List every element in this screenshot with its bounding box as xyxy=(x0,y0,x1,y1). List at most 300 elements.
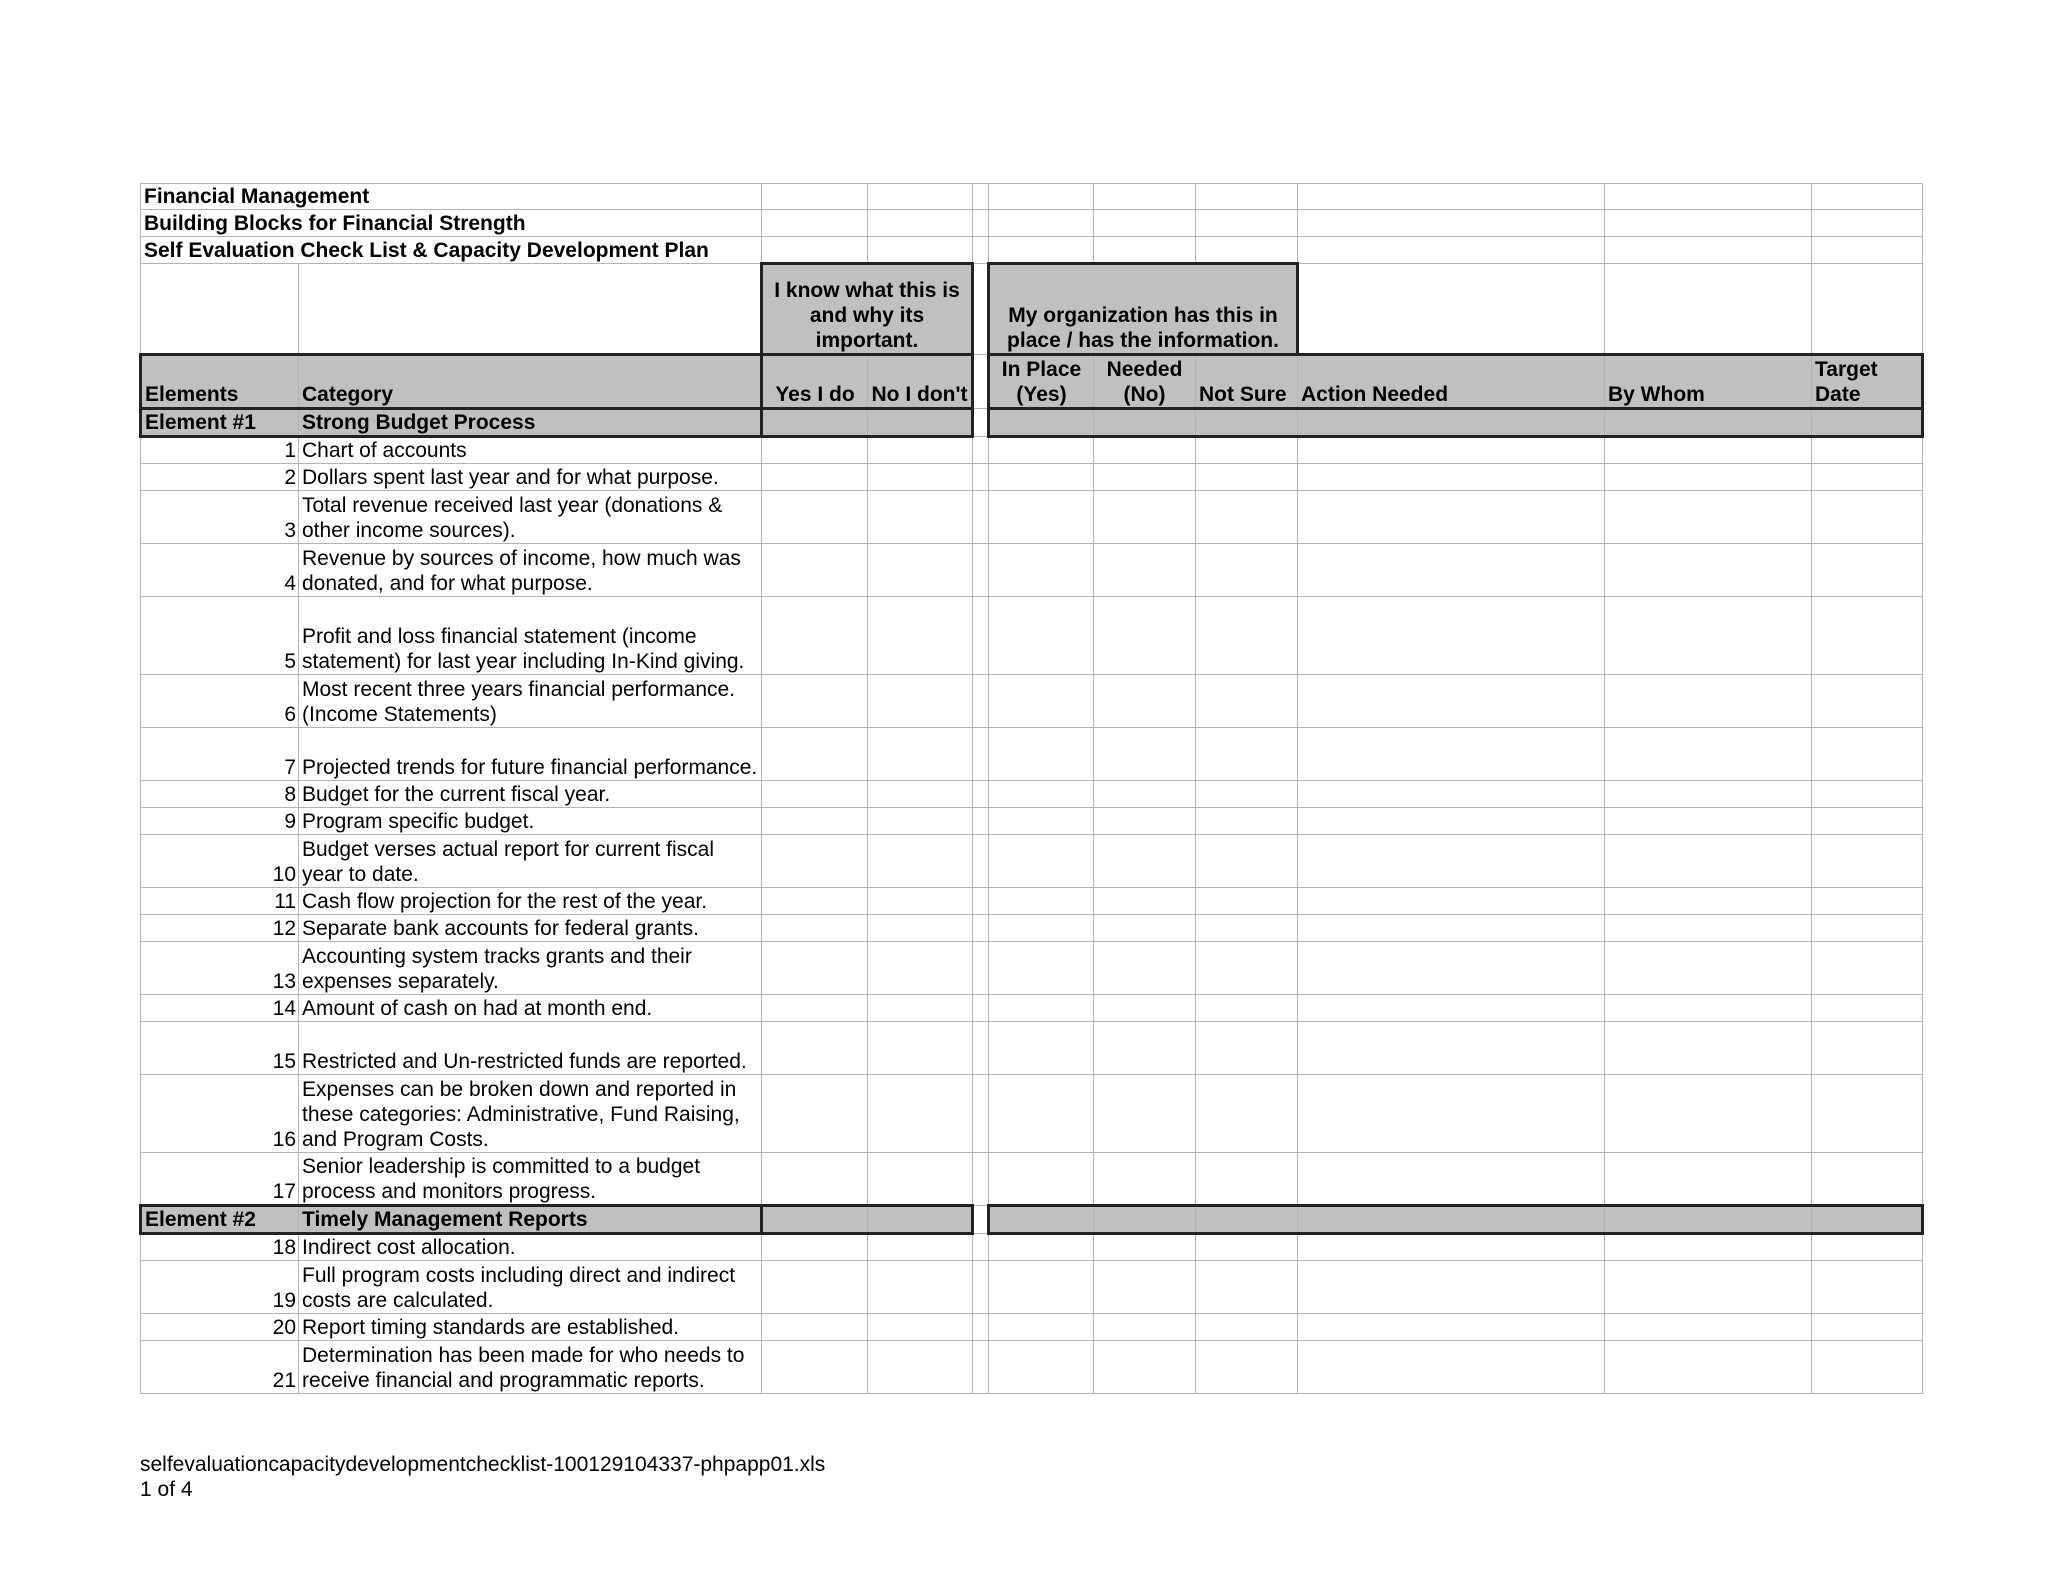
col-header-not-sure: Not Sure xyxy=(1196,355,1298,409)
item-number: 12 xyxy=(141,915,299,942)
no-i-dont-cell[interactable] xyxy=(868,675,973,728)
title-row-2 xyxy=(141,210,1923,237)
column-gap xyxy=(973,835,989,888)
column-gap xyxy=(973,597,989,675)
yes-i-do-cell[interactable] xyxy=(762,781,868,808)
yes-i-do-cell[interactable] xyxy=(762,597,868,675)
by-whom-cell[interactable] xyxy=(1605,808,1812,835)
item-category-text: Report timing standards are established. xyxy=(299,1314,762,1341)
item-category-text: Projected trends for future financial performance. xyxy=(299,728,762,781)
item-number: 10 xyxy=(141,835,299,888)
action-needed-cell[interactable] xyxy=(1298,1261,1605,1314)
no-i-dont-cell[interactable] xyxy=(868,728,973,781)
col-header-in-place: In Place (Yes) xyxy=(989,355,1094,409)
no-i-dont-cell[interactable] xyxy=(868,1314,973,1341)
item-number: 8 xyxy=(141,781,299,808)
needed-cell[interactable] xyxy=(1094,1022,1196,1075)
checklist-row xyxy=(141,915,1923,942)
action-needed-cell[interactable] xyxy=(1298,808,1605,835)
in-place-cell[interactable] xyxy=(989,544,1094,597)
column-gap xyxy=(973,1341,989,1394)
in-place-cell[interactable] xyxy=(989,1341,1094,1394)
action-needed-cell[interactable] xyxy=(1298,1022,1605,1075)
yes-i-do-cell[interactable] xyxy=(762,1234,868,1261)
action-needed-cell[interactable] xyxy=(1298,544,1605,597)
needed-cell[interactable] xyxy=(1094,1075,1196,1153)
in-place-cell[interactable] xyxy=(989,491,1094,544)
item-number: 2 xyxy=(141,464,299,491)
col-header-needed: Needed (No) xyxy=(1094,355,1196,409)
no-i-dont-cell[interactable] xyxy=(868,888,973,915)
element-section-cell xyxy=(868,1206,973,1234)
yes-i-do-cell[interactable] xyxy=(762,491,868,544)
by-whom-cell[interactable] xyxy=(1605,915,1812,942)
col-header-category: Category xyxy=(299,355,762,409)
column-gap xyxy=(973,1261,989,1314)
in-place-cell[interactable] xyxy=(989,1022,1094,1075)
footer-filename: selfevaluationcapacitydevelopmentchecklist-100129104337-phpapp01.xls xyxy=(140,1453,826,1476)
column-gap xyxy=(973,728,989,781)
checklist-row xyxy=(141,1153,1923,1206)
action-needed-cell[interactable] xyxy=(1298,597,1605,675)
action-needed-cell[interactable] xyxy=(1298,915,1605,942)
yes-i-do-cell[interactable] xyxy=(762,1075,868,1153)
checklist-row xyxy=(141,1022,1923,1075)
target-date-cell[interactable] xyxy=(1812,597,1923,675)
action-needed-cell[interactable] xyxy=(1298,995,1605,1022)
target-date-cell[interactable] xyxy=(1812,835,1923,888)
not-sure-cell[interactable] xyxy=(1196,437,1298,464)
no-i-dont-cell[interactable] xyxy=(868,1341,973,1394)
needed-cell[interactable] xyxy=(1094,437,1196,464)
element-section-cell xyxy=(1094,409,1196,437)
not-sure-cell[interactable] xyxy=(1196,1075,1298,1153)
no-i-dont-cell[interactable] xyxy=(868,915,973,942)
by-whom-cell[interactable] xyxy=(1605,1075,1812,1153)
in-place-cell[interactable] xyxy=(989,675,1094,728)
checklist-row xyxy=(141,597,1923,675)
checklist-row xyxy=(141,995,1923,1022)
element-section-cell xyxy=(1605,409,1812,437)
no-i-dont-cell[interactable] xyxy=(868,781,973,808)
not-sure-cell[interactable] xyxy=(1196,808,1298,835)
not-sure-cell[interactable] xyxy=(1196,1261,1298,1314)
element-section-cell xyxy=(989,1206,1094,1234)
needed-cell[interactable] xyxy=(1094,888,1196,915)
item-number: 18 xyxy=(141,1234,299,1261)
element-section-cell xyxy=(762,409,868,437)
in-place-cell[interactable] xyxy=(989,1261,1094,1314)
no-i-dont-cell[interactable] xyxy=(868,437,973,464)
element-section-cell xyxy=(868,409,973,437)
yes-i-do-cell[interactable] xyxy=(762,888,868,915)
yes-i-do-cell[interactable] xyxy=(762,942,868,995)
checklist-row xyxy=(141,1261,1923,1314)
sheet-subtitle: Building Blocks for Financial Strength xyxy=(141,210,762,237)
needed-cell[interactable] xyxy=(1094,464,1196,491)
column-gap xyxy=(973,888,989,915)
item-number: 17 xyxy=(141,1153,299,1206)
item-number: 19 xyxy=(141,1261,299,1314)
yes-i-do-cell[interactable] xyxy=(762,1022,868,1075)
action-needed-cell[interactable] xyxy=(1298,835,1605,888)
element-section-cell xyxy=(1298,409,1605,437)
item-category-text: Determination has been made for who needs to receive financial and programmatic reports. xyxy=(299,1341,762,1394)
target-date-cell[interactable] xyxy=(1812,675,1923,728)
not-sure-cell[interactable] xyxy=(1196,728,1298,781)
not-sure-cell[interactable] xyxy=(1196,675,1298,728)
target-date-cell[interactable] xyxy=(1812,544,1923,597)
in-place-cell[interactable] xyxy=(989,808,1094,835)
by-whom-cell[interactable] xyxy=(1605,597,1812,675)
target-date-cell[interactable] xyxy=(1812,437,1923,464)
by-whom-cell[interactable] xyxy=(1605,1153,1812,1206)
title-row-3 xyxy=(141,237,1923,264)
no-i-dont-cell[interactable] xyxy=(868,597,973,675)
action-needed-cell[interactable] xyxy=(1298,1314,1605,1341)
needed-cell[interactable] xyxy=(1094,835,1196,888)
sheet-description: Self Evaluation Check List & Capacity Development Plan xyxy=(141,237,762,264)
no-i-dont-cell[interactable] xyxy=(868,808,973,835)
element-section-cell xyxy=(1094,1206,1196,1234)
yes-i-do-cell[interactable] xyxy=(762,835,868,888)
yes-i-do-cell[interactable] xyxy=(762,728,868,781)
element-section-cell xyxy=(1812,409,1923,437)
in-place-cell[interactable] xyxy=(989,1153,1094,1206)
yes-i-do-cell[interactable] xyxy=(762,915,868,942)
not-sure-cell[interactable] xyxy=(1196,995,1298,1022)
element-section-row xyxy=(141,409,1923,437)
checklist-row xyxy=(141,728,1923,781)
col-header-no-i-dont: No I don't xyxy=(868,355,973,409)
checklist-row xyxy=(141,1234,1923,1261)
target-date-cell[interactable] xyxy=(1812,1261,1923,1314)
title-row-1 xyxy=(141,184,1923,210)
in-place-cell[interactable] xyxy=(989,597,1094,675)
no-i-dont-cell[interactable] xyxy=(868,1022,973,1075)
in-place-cell[interactable] xyxy=(989,1075,1094,1153)
in-place-cell[interactable] xyxy=(989,781,1094,808)
action-needed-cell[interactable] xyxy=(1298,491,1605,544)
needed-cell[interactable] xyxy=(1094,1153,1196,1206)
element-section-cell xyxy=(973,1206,989,1234)
by-whom-cell[interactable] xyxy=(1605,1234,1812,1261)
target-date-cell[interactable] xyxy=(1812,1314,1923,1341)
column-gap xyxy=(973,1234,989,1261)
needed-cell[interactable] xyxy=(1094,597,1196,675)
by-whom-cell[interactable] xyxy=(1605,1341,1812,1394)
target-date-cell[interactable] xyxy=(1812,464,1923,491)
no-i-dont-cell[interactable] xyxy=(868,942,973,995)
column-gap xyxy=(973,437,989,464)
checklist-row xyxy=(141,1341,1923,1394)
yes-i-do-cell[interactable] xyxy=(762,1341,868,1394)
action-needed-cell[interactable] xyxy=(1298,1153,1605,1206)
action-needed-cell[interactable] xyxy=(1298,728,1605,781)
target-date-cell[interactable] xyxy=(1812,808,1923,835)
checklist-row xyxy=(141,781,1923,808)
target-date-cell[interactable] xyxy=(1812,1234,1923,1261)
item-category-text: Budget for the current fiscal year. xyxy=(299,781,762,808)
in-place-cell[interactable] xyxy=(989,995,1094,1022)
target-date-cell[interactable] xyxy=(1812,915,1923,942)
element-section-cell xyxy=(1812,1206,1923,1234)
item-number: 3 xyxy=(141,491,299,544)
needed-cell[interactable] xyxy=(1094,915,1196,942)
col-header-action-needed: Action Needed xyxy=(1298,355,1605,409)
column-gap xyxy=(973,1022,989,1075)
yes-i-do-cell[interactable] xyxy=(762,808,868,835)
by-whom-cell[interactable] xyxy=(1605,995,1812,1022)
not-sure-cell[interactable] xyxy=(1196,1022,1298,1075)
no-i-dont-cell[interactable] xyxy=(868,1075,973,1153)
action-needed-cell[interactable] xyxy=(1298,888,1605,915)
not-sure-cell[interactable] xyxy=(1196,1314,1298,1341)
checklist-row xyxy=(141,464,1923,491)
element-section-row xyxy=(141,1206,1923,1234)
checklist-row xyxy=(141,491,1923,544)
in-place-cell[interactable] xyxy=(989,888,1094,915)
checklist-row xyxy=(141,888,1923,915)
in-place-cell[interactable] xyxy=(989,464,1094,491)
column-gap xyxy=(973,995,989,1022)
by-whom-cell[interactable] xyxy=(1605,491,1812,544)
column-gap xyxy=(973,464,989,491)
needed-cell[interactable] xyxy=(1094,808,1196,835)
no-i-dont-cell[interactable] xyxy=(868,1153,973,1206)
needed-cell[interactable] xyxy=(1094,942,1196,995)
not-sure-cell[interactable] xyxy=(1196,888,1298,915)
target-date-cell[interactable] xyxy=(1812,995,1923,1022)
item-category-text: Cash flow projection for the rest of the year. xyxy=(299,888,762,915)
action-needed-cell[interactable] xyxy=(1298,464,1605,491)
not-sure-cell[interactable] xyxy=(1196,544,1298,597)
column-gap xyxy=(973,915,989,942)
needed-cell[interactable] xyxy=(1094,675,1196,728)
column-gap xyxy=(973,1314,989,1341)
item-number: 20 xyxy=(141,1314,299,1341)
in-place-cell[interactable] xyxy=(989,942,1094,995)
item-number: 4 xyxy=(141,544,299,597)
action-needed-cell[interactable] xyxy=(1298,1075,1605,1153)
item-number: 16 xyxy=(141,1075,299,1153)
element-label: Element #1 xyxy=(141,409,299,437)
item-number: 11 xyxy=(141,888,299,915)
yes-i-do-cell[interactable] xyxy=(762,464,868,491)
not-sure-cell[interactable] xyxy=(1196,1234,1298,1261)
item-category-text: Full program costs including direct and indirect costs are calculated. xyxy=(299,1261,762,1314)
item-number: 15 xyxy=(141,1022,299,1075)
no-i-dont-cell[interactable] xyxy=(868,995,973,1022)
needed-cell[interactable] xyxy=(1094,1261,1196,1314)
item-category-text: Senior leadership is committed to a budget process and monitors progress. xyxy=(299,1153,762,1206)
checklist-row xyxy=(141,835,1923,888)
not-sure-cell[interactable] xyxy=(1196,491,1298,544)
item-number: 9 xyxy=(141,808,299,835)
needed-cell[interactable] xyxy=(1094,491,1196,544)
needed-cell[interactable] xyxy=(1094,1341,1196,1394)
target-date-cell[interactable] xyxy=(1812,728,1923,781)
col-header-by-whom: By Whom xyxy=(1605,355,1812,409)
target-date-cell[interactable] xyxy=(1812,1341,1923,1394)
organization-group-header: My organization has this in place / has the information. xyxy=(989,264,1298,355)
checklist-table xyxy=(139,183,1924,1394)
col-header-target-date: Target Date xyxy=(1812,355,1923,409)
not-sure-cell[interactable] xyxy=(1196,597,1298,675)
yes-i-do-cell[interactable] xyxy=(762,1153,868,1206)
in-place-cell[interactable] xyxy=(989,728,1094,781)
by-whom-cell[interactable] xyxy=(1605,1022,1812,1075)
yes-i-do-cell[interactable] xyxy=(762,995,868,1022)
not-sure-cell[interactable] xyxy=(1196,835,1298,888)
needed-cell[interactable] xyxy=(1094,781,1196,808)
not-sure-cell[interactable] xyxy=(1196,464,1298,491)
element-section-cell xyxy=(1605,1206,1812,1234)
by-whom-cell[interactable] xyxy=(1605,437,1812,464)
by-whom-cell[interactable] xyxy=(1605,544,1812,597)
by-whom-cell[interactable] xyxy=(1605,835,1812,888)
item-number: 6 xyxy=(141,675,299,728)
element-title: Strong Budget Process xyxy=(299,409,762,437)
target-date-cell[interactable] xyxy=(1812,781,1923,808)
target-date-cell[interactable] xyxy=(1812,1153,1923,1206)
item-category-text: Indirect cost allocation. xyxy=(299,1234,762,1261)
by-whom-cell[interactable] xyxy=(1605,888,1812,915)
checklist-row xyxy=(141,808,1923,835)
item-category-text: Separate bank accounts for federal grants. xyxy=(299,915,762,942)
no-i-dont-cell[interactable] xyxy=(868,835,973,888)
in-place-cell[interactable] xyxy=(989,437,1094,464)
action-needed-cell[interactable] xyxy=(1298,437,1605,464)
item-number: 1 xyxy=(141,437,299,464)
knowledge-group-header: I know what this is and why its important. xyxy=(762,264,973,355)
column-gap xyxy=(973,808,989,835)
element-section-cell xyxy=(989,409,1094,437)
item-category-text: Dollars spent last year and for what purpose. xyxy=(299,464,762,491)
no-i-dont-cell[interactable] xyxy=(868,544,973,597)
column-gap xyxy=(973,1075,989,1153)
item-number: 7 xyxy=(141,728,299,781)
item-category-text: Program specific budget. xyxy=(299,808,762,835)
item-category-text: Most recent three years financial performance. (Income Statements) xyxy=(299,675,762,728)
in-place-cell[interactable] xyxy=(989,1314,1094,1341)
no-i-dont-cell[interactable] xyxy=(868,1261,973,1314)
in-place-cell[interactable] xyxy=(989,1234,1094,1261)
item-number: 13 xyxy=(141,942,299,995)
in-place-cell[interactable] xyxy=(989,915,1094,942)
footer-page-number: 1 of 4 xyxy=(140,1478,193,1501)
item-category-text: Total revenue received last year (donations & other income sources). xyxy=(299,491,762,544)
item-category-text: Profit and loss financial statement (income statement) for last year including In-Kind giving. xyxy=(299,597,762,675)
needed-cell[interactable] xyxy=(1094,1314,1196,1341)
item-category-text: Revenue by sources of income, how much was donated, and for what purpose. xyxy=(299,544,762,597)
element-label: Element #2 xyxy=(141,1206,299,1234)
item-category-text: Amount of cash on had at month end. xyxy=(299,995,762,1022)
needed-cell[interactable] xyxy=(1094,995,1196,1022)
yes-i-do-cell[interactable] xyxy=(762,1314,868,1341)
no-i-dont-cell[interactable] xyxy=(868,464,973,491)
not-sure-cell[interactable] xyxy=(1196,781,1298,808)
needed-cell[interactable] xyxy=(1094,728,1196,781)
target-date-cell[interactable] xyxy=(1812,942,1923,995)
not-sure-cell[interactable] xyxy=(1196,1153,1298,1206)
yes-i-do-cell[interactable] xyxy=(762,1261,868,1314)
element-section-cell xyxy=(1196,409,1298,437)
target-date-cell[interactable] xyxy=(1812,1075,1923,1153)
column-gap xyxy=(973,781,989,808)
in-place-cell[interactable] xyxy=(989,835,1094,888)
checklist-row xyxy=(141,1314,1923,1341)
column-gap xyxy=(973,675,989,728)
needed-cell[interactable] xyxy=(1094,544,1196,597)
group-header-row xyxy=(141,264,1923,355)
item-category-text: Budget verses actual report for current fiscal year to date. xyxy=(299,835,762,888)
by-whom-cell[interactable] xyxy=(1605,728,1812,781)
element-section-cell xyxy=(1196,1206,1298,1234)
column-gap xyxy=(973,544,989,597)
element-section-cell xyxy=(1298,1206,1605,1234)
yes-i-do-cell[interactable] xyxy=(762,437,868,464)
yes-i-do-cell[interactable] xyxy=(762,544,868,597)
action-needed-cell[interactable] xyxy=(1298,942,1605,995)
no-i-dont-cell[interactable] xyxy=(868,1234,973,1261)
item-number: 21 xyxy=(141,1341,299,1394)
target-date-cell[interactable] xyxy=(1812,491,1923,544)
item-category-text: Accounting system tracks grants and their expenses separately. xyxy=(299,942,762,995)
by-whom-cell[interactable] xyxy=(1605,942,1812,995)
column-header-row xyxy=(141,355,1923,409)
column-gap xyxy=(973,1153,989,1206)
col-header-elements: Elements xyxy=(141,355,299,409)
not-sure-cell[interactable] xyxy=(1196,1341,1298,1394)
by-whom-cell[interactable] xyxy=(1605,464,1812,491)
element-section-cell xyxy=(762,1206,868,1234)
no-i-dont-cell[interactable] xyxy=(868,491,973,544)
checklist-row xyxy=(141,1075,1923,1153)
not-sure-cell[interactable] xyxy=(1196,915,1298,942)
yes-i-do-cell[interactable] xyxy=(762,675,868,728)
target-date-cell[interactable] xyxy=(1812,1022,1923,1075)
column-gap xyxy=(973,491,989,544)
target-date-cell[interactable] xyxy=(1812,888,1923,915)
col-header-yes-i-do: Yes I do xyxy=(762,355,868,409)
item-category-text: Expenses can be broken down and reported in these categories: Administrative, Fund Raising, and Program Costs. xyxy=(299,1075,762,1153)
checklist-row xyxy=(141,544,1923,597)
action-needed-cell[interactable] xyxy=(1298,1234,1605,1261)
item-category-text: Chart of accounts xyxy=(299,437,762,464)
item-number: 5 xyxy=(141,597,299,675)
by-whom-cell[interactable] xyxy=(1605,1261,1812,1314)
action-needed-cell[interactable] xyxy=(1298,675,1605,728)
item-number: 14 xyxy=(141,995,299,1022)
page-footer xyxy=(140,1452,825,1502)
by-whom-cell[interactable] xyxy=(1605,781,1812,808)
not-sure-cell[interactable] xyxy=(1196,942,1298,995)
sheet-title: Financial Management xyxy=(141,184,762,210)
by-whom-cell[interactable] xyxy=(1605,1314,1812,1341)
checklist-row xyxy=(141,942,1923,995)
column-gap xyxy=(973,942,989,995)
item-category-text: Restricted and Un-restricted funds are reported. xyxy=(299,1022,762,1075)
needed-cell[interactable] xyxy=(1094,1234,1196,1261)
checklist-row xyxy=(141,437,1923,464)
action-needed-cell[interactable] xyxy=(1298,1341,1605,1394)
by-whom-cell[interactable] xyxy=(1605,675,1812,728)
checklist-row xyxy=(141,675,1923,728)
action-needed-cell[interactable] xyxy=(1298,781,1605,808)
element-section-cell xyxy=(973,409,989,437)
element-title: Timely Management Reports xyxy=(299,1206,762,1234)
